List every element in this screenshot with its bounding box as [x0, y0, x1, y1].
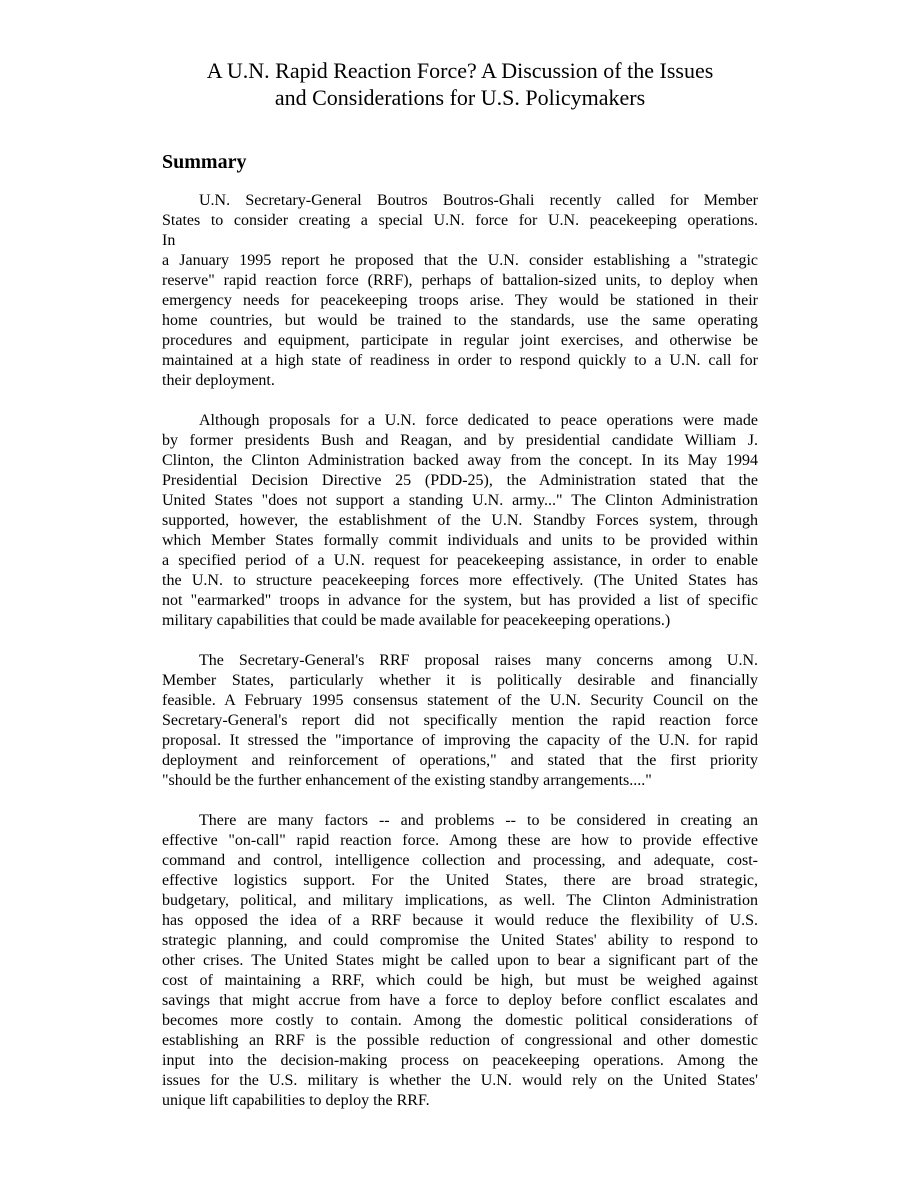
title-line-1: A U.N. Rapid Reaction Force? A Discussion of the Issues [206, 58, 714, 83]
paragraph-line: emergency needs for peacekeeping troops arise. They would be stationed in their [162, 292, 758, 309]
paragraph-line: effective "on-call" rapid reaction force. Among these are how to provide effective [162, 832, 758, 849]
paragraph-line: a January 1995 report he proposed that the U.N. consider establishing a "strategic [162, 252, 758, 269]
paragraph-line: Clinton, the Clinton Administration backed away from the concept. In its May 1994 [162, 452, 758, 469]
paragraph-line: which Member States formally commit individuals and units to be provided within [162, 532, 758, 549]
paragraph-line: unique lift capabilities to deploy the RRF. [162, 1092, 430, 1109]
paragraph-line: In [162, 232, 176, 249]
paragraph-line: becomes more costly to contain. Among the domestic political considerations of [162, 1012, 758, 1029]
paragraph-line: States to consider creating a special U.N. force for U.N. peacekeeping operations. [162, 212, 758, 229]
paragraph-line: home countries, but would be trained to the standards, use the same operating [162, 312, 758, 329]
paragraph-line: United States "does not support a standing U.N. army..." The Clinton Administration [162, 492, 758, 509]
title-line-2: and Considerations for U.S. Policymakers [274, 85, 646, 110]
paragraph-line: strategic planning, and could compromise the United States' ability to respond to [162, 932, 758, 949]
paragraph-line: reserve" rapid reaction force (RRF), perhaps of battalion-sized units, to deploy when [162, 272, 758, 289]
summary-body [162, 191, 758, 1111]
paragraph-line: procedures and equipment, participate in regular joint exercises, and otherwise be [162, 332, 758, 349]
paragraph-line: deployment and reinforcement of operations," and stated that the first priority [162, 752, 758, 769]
paragraph-line: Although proposals for a U.N. force dedicated to peace operations were made [199, 412, 758, 429]
paragraph-line: There are many factors -- and problems -- to be considered in creating an [199, 812, 758, 829]
paragraph-line: their deployment. [162, 372, 275, 389]
paragraph-line: establishing an RRF is the possible reduction of congressional and other domestic [162, 1032, 758, 1049]
paragraph-line: savings that might accrue from have a force to deploy before conflict escalates and [162, 992, 758, 1009]
paragraph-line: input into the decision-making process on peacekeeping operations. Among the [162, 1052, 758, 1069]
paragraph-line: cost of maintaining a RRF, which could be high, but must be weighed against [162, 972, 758, 989]
document-title [162, 57, 758, 111]
paragraph-line: supported, however, the establishment of the U.N. Standby Forces system, through [162, 512, 758, 529]
section-heading-summary: Summary [162, 151, 247, 173]
paragraph-line: budgetary, political, and military implications, as well. The Clinton Administration [162, 892, 758, 909]
paragraph-line: effective logistics support. For the United States, there are broad strategic, [162, 872, 758, 889]
summary-paragraph-4 [162, 811, 758, 1111]
paragraph-line: The Secretary-General's RRF proposal raises many concerns among U.N. [199, 652, 758, 669]
paragraph-line: U.N. Secretary-General Boutros Boutros-Ghali recently called for Member [199, 192, 758, 209]
paragraph-line: has opposed the idea of a RRF because it would reduce the flexibility of U.S. [162, 912, 758, 929]
summary-paragraph-2 [162, 411, 758, 631]
paragraph-line: Presidential Decision Directive 25 (PDD-25), the Administration stated that the [162, 472, 758, 489]
paragraph-line: proposal. It stressed the "importance of improving the capacity of the U.N. for rapid [162, 732, 758, 749]
document-page [162, 57, 758, 1131]
paragraph-line: military capabilities that could be made available for peacekeeping operations.) [162, 612, 671, 629]
summary-paragraph-3 [162, 651, 758, 791]
paragraph-line: maintained at a high state of readiness in order to respond quickly to a U.N. call for [162, 352, 758, 369]
paragraph-line: Secretary-General's report did not specifically mention the rapid reaction force [162, 712, 758, 729]
paragraph-line: command and control, intelligence collection and processing, and adequate, cost- [162, 852, 758, 869]
summary-paragraph-1 [162, 191, 758, 391]
paragraph-line: "should be the further enhancement of the existing standby arrangements...." [162, 772, 652, 789]
paragraph-line: by former presidents Bush and Reagan, and by presidential candidate William J. [162, 432, 758, 449]
paragraph-line: a specified period of a U.N. request for peacekeeping assistance, in order to enable [162, 552, 758, 569]
paragraph-line: feasible. A February 1995 consensus statement of the U.N. Security Council on the [162, 692, 758, 709]
paragraph-line: Member States, particularly whether it is politically desirable and financially [162, 672, 758, 689]
paragraph-line: not "earmarked" troops in advance for the system, but has provided a list of specific [162, 592, 758, 609]
paragraph-line: the U.N. to structure peacekeeping forces more effectively. (The United States has [162, 572, 758, 589]
paragraph-line: other crises. The United States might be called upon to bear a significant part of the [162, 952, 758, 969]
paragraph-line: issues for the U.S. military is whether the U.N. would rely on the United States' [162, 1072, 758, 1089]
